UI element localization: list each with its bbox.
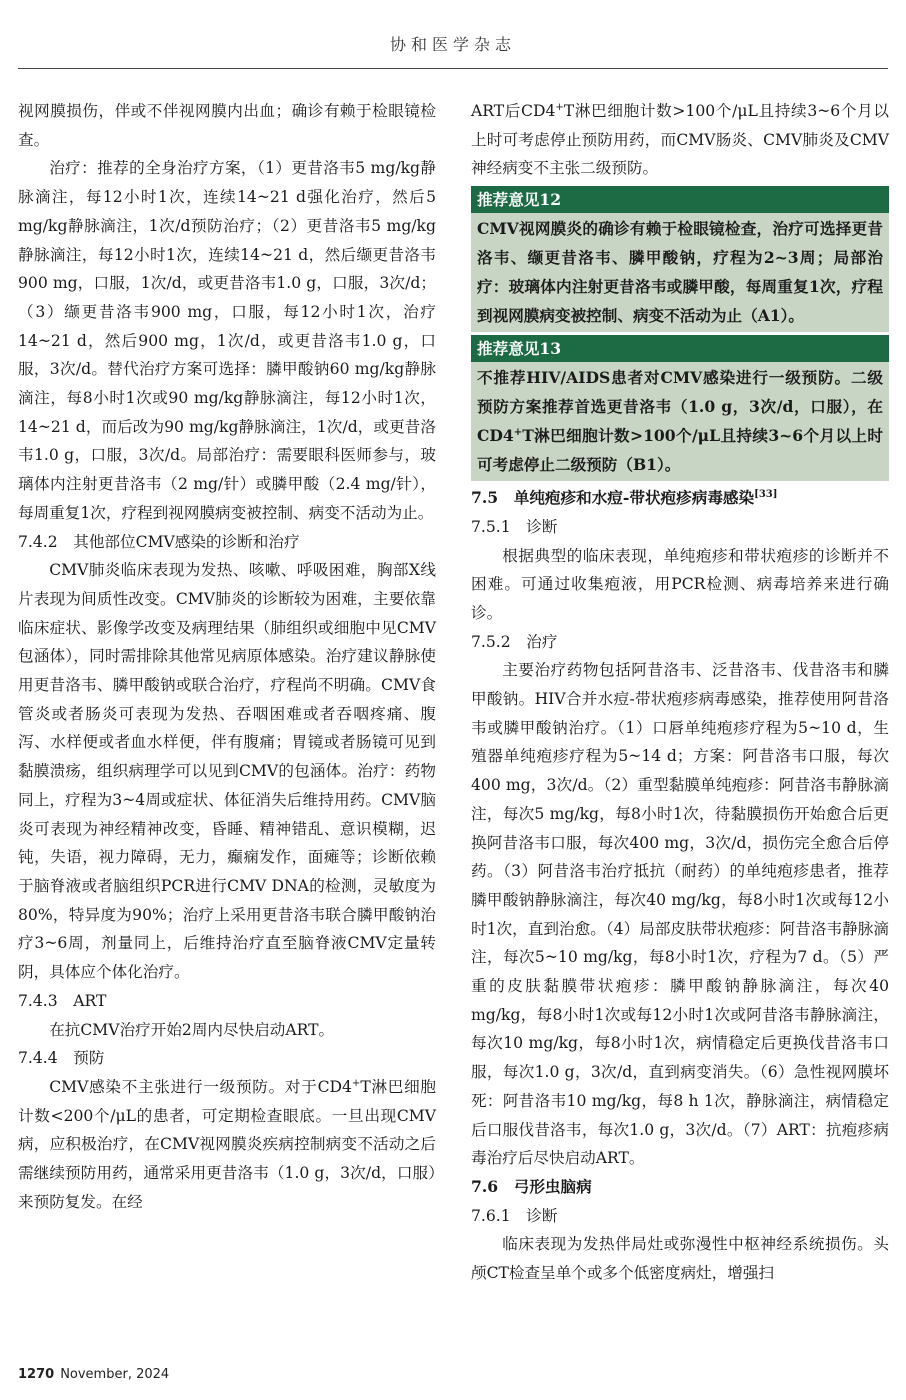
section-heading [471, 484, 889, 513]
recommendation-body: CMV视网膜炎的确诊有赖于检眼镜检查，治疗可选择更昔洛韦、缬更昔洛韦、膦甲酸钠，疗程为2~3周；局部治疗：玻璃体内注射更昔洛韦或膦甲酸，每周重复1次，疗程到视网膜病变被控制、病变不活动为止（A1）。 [477, 219, 883, 326]
recommendation-box-12 [471, 186, 889, 332]
issue-date: November, 2024 [60, 1367, 170, 1382]
recommendation-title: 推荐意见12 [471, 186, 889, 213]
text-run: T淋巴细胞计数>100个/μL且持续3~6个月以上时可考虑停止预防用药，而CMV肠炎、CMV肺炎及CMV神经病变不主张二级预防。 [471, 102, 889, 178]
paragraph [18, 1073, 436, 1217]
paragraph [471, 97, 889, 183]
section-heading: 7.6.1 诊断 [471, 1206, 558, 1225]
section-heading: 7.5.2 治疗 [471, 632, 558, 651]
section-heading: 7.6 弓形虫脑病 [471, 1176, 592, 1196]
paragraph: 临床表现为发热伴局灶或弥漫性中枢神经系统损伤。头颅CT检查呈单个或多个低密度病灶，增强扫 [471, 1235, 889, 1283]
text-run: T淋巴细胞计数<200个/μL的患者，可定期检查眼底。一旦出现CMV病，应积极治疗，在CMV视网膜炎疾病控制病变不活动之后需继续预防用药，通常采用更昔洛韦（1.0 g，3次/d，口服）来预防复发。在经 [18, 1077, 436, 1211]
paragraph: 根据典型的临床表现，单纯疱疹和带状疱疹的诊断并不困难。可通过收集疱液，用PCR检测、病毒培养来进行确诊。 [471, 546, 889, 622]
superscript: + [555, 101, 564, 113]
superscript: + [513, 426, 523, 438]
recommendation-body [471, 362, 889, 481]
citation: [33] [754, 488, 778, 500]
section-heading: 7.4.4 预防 [18, 1049, 105, 1068]
journal-title: 协和医学杂志 [389, 35, 516, 54]
page-number: 1270 [18, 1367, 55, 1382]
recommendation-title: 推荐意见13 [471, 335, 889, 362]
paragraph: 视网膜损伤，伴或不伴视网膜内出血；确诊有赖于检眼镜检查。 [18, 102, 436, 149]
paragraph: CMV肺炎临床表现为发热、咳嗽、呼吸困难，胸部X线片表现为间质性改变。CMV肺炎的诊断较为困难，主要依靠临床症状、影像学改变及病理结果（肺组织或细胞中见CMV包涵体），同时需排除其他常见病原体感染。治疗建议静脉使用更昔洛韦、膦甲酸钠或联合治疗，疗程尚不明确。CMV食管炎或者肠炎可表现为发热、吞咽困难或者吞咽疼痛、腹泻、水样便或者血水样便，伴有腹痛；胃镜或者肠镜可见到黏膜溃疡，组织病理学可以见到CMV的包涵体。治疗：药物同上，疗程为3~4周或症状、体征消失后维持用药。CMV脑炎可表现为神经精神改变，昏睡、精神错乱、意识模糊，迟钝，失语，视力障碍，无力，癫痫发作，面瘫等；诊断依赖于脑脊液或者脑组织PCR进行CMV DNA的检测，灵敏度为80%，特异度为90%；治疗上采用更昔洛韦联合膦甲酸钠治疗3~6周，剂量同上，后维持治疗直至脑脊液CMV定量转阴，具体应个体化治疗。 [18, 561, 436, 982]
page-footer [18, 1367, 169, 1382]
paragraph: 在抗CMV治疗开始2周内尽快启动ART。 [49, 1020, 335, 1039]
text-run: T淋巴细胞计数>100个/μL且持续3~6个月以上时可考虑停止二级预防（B1）。 [477, 426, 883, 475]
heading-text: 7.5 单纯疱疹和水痘-带状疱疹病毒感染 [471, 488, 755, 508]
right-column [471, 97, 889, 1288]
paragraph: 主要治疗药物包括阿昔洛韦、泛昔洛韦、伐昔洛韦和膦甲酸钠。HIV合并水痘-带状疱疹病毒感染，推荐使用阿昔洛韦或膦甲酸钠治疗。（1）口唇单纯疱疹疗程为5~10 d，生殖器单纯疱疹疗程为5~14 d；方案：阿昔洛韦口服，每次400 mg，3次/d。（2）重型黏膜单纯疱疹：阿昔洛韦静脉滴注，每次5 mg/kg，每8小时1次，待黏膜损伤开始愈合后更换阿昔洛韦口服，每次400 mg，3次/d，损伤完全愈合后停药。（3）阿昔洛韦治疗抵抗（耐药）的单纯疱疹患者，推荐膦甲酸钠静脉滴注，每次40 mg/kg，每8小时1次或每12小时1次，直到治愈。（4）局部皮肤带状疱疹：阿昔洛韦静脉滴注，每次5~10 mg/kg，每8小时1次，疗程为7 d。（5）严重的皮肤黏膜带状疱疹：膦甲酸钠静脉滴注，每次40 mg/kg，每8小时1次或每12小时1次或阿昔洛韦静脉滴注，每次10 mg/kg，每8小时1次，病情稳定后更换伐昔洛韦口服，每次1.0 g，3次/d，直到病变消失。（6）急性视网膜坏死：阿昔洛韦10 mg/kg，每8 h 1次，静脉滴注，病情稳定后口服伐昔洛韦，每次1.0 g，3次/d。（7）ART：抗疱疹病毒治疗后尽快启动ART。 [471, 661, 889, 1168]
paragraph: 治疗：推荐的全身治疗方案，（1）更昔洛韦5 mg/kg静脉滴注，每12小时1次，连续14~21 d强化治疗，然后5 mg/kg静脉滴注，1次/d预防治疗；（2）更昔洛韦5 mg/kg静脉滴注，每12小时1次，连续14~21 d，然后缬更昔洛韦900 mg，口服，1次/d，或更昔洛韦1.0 g，口服，3次/d；（3）缬更昔洛韦900 mg，口服，每12小时1次，治疗14~21 d，然后900 mg，1次/d，或更昔洛韦1.0 g，口服，3次/d。替代治疗方案可选择：膦甲酸钠60 mg/kg静脉滴注，每8小时1次或90 mg/kg静脉滴注，每12小时1次，14~21 d，而后改为90 mg/kg静脉滴注，1次/d，或更昔洛韦1.0 g，口服，3次/d。局部治疗：需要眼科医师参与，玻璃体内注射更昔洛韦（2 mg/针）或膦甲酸（2.4 mg/针），每周重复1次，疗程到视网膜病变被控制、病变不活动为止。 [18, 159, 436, 522]
header-rule [18, 68, 888, 69]
recommendation-box-13 [471, 335, 889, 481]
superscript: + [351, 1077, 361, 1089]
section-heading: 7.4.3 ART [18, 991, 107, 1010]
left-column [18, 97, 436, 1216]
section-heading: 7.5.1 诊断 [471, 517, 558, 536]
section-heading: 7.4.2 其他部位CMV感染的诊断和治疗 [18, 532, 300, 551]
text-run: CMV感染不主张进行一级预防。对于CD4 [49, 1077, 352, 1096]
text-run: ART后CD4 [471, 102, 556, 120]
text-run: 不推荐HIV/AIDS患者对CMV感染进行一级预防。二级预防方案推荐首选更昔洛韦（1.0 g，3次/d，口服），在CD4 [477, 368, 883, 446]
